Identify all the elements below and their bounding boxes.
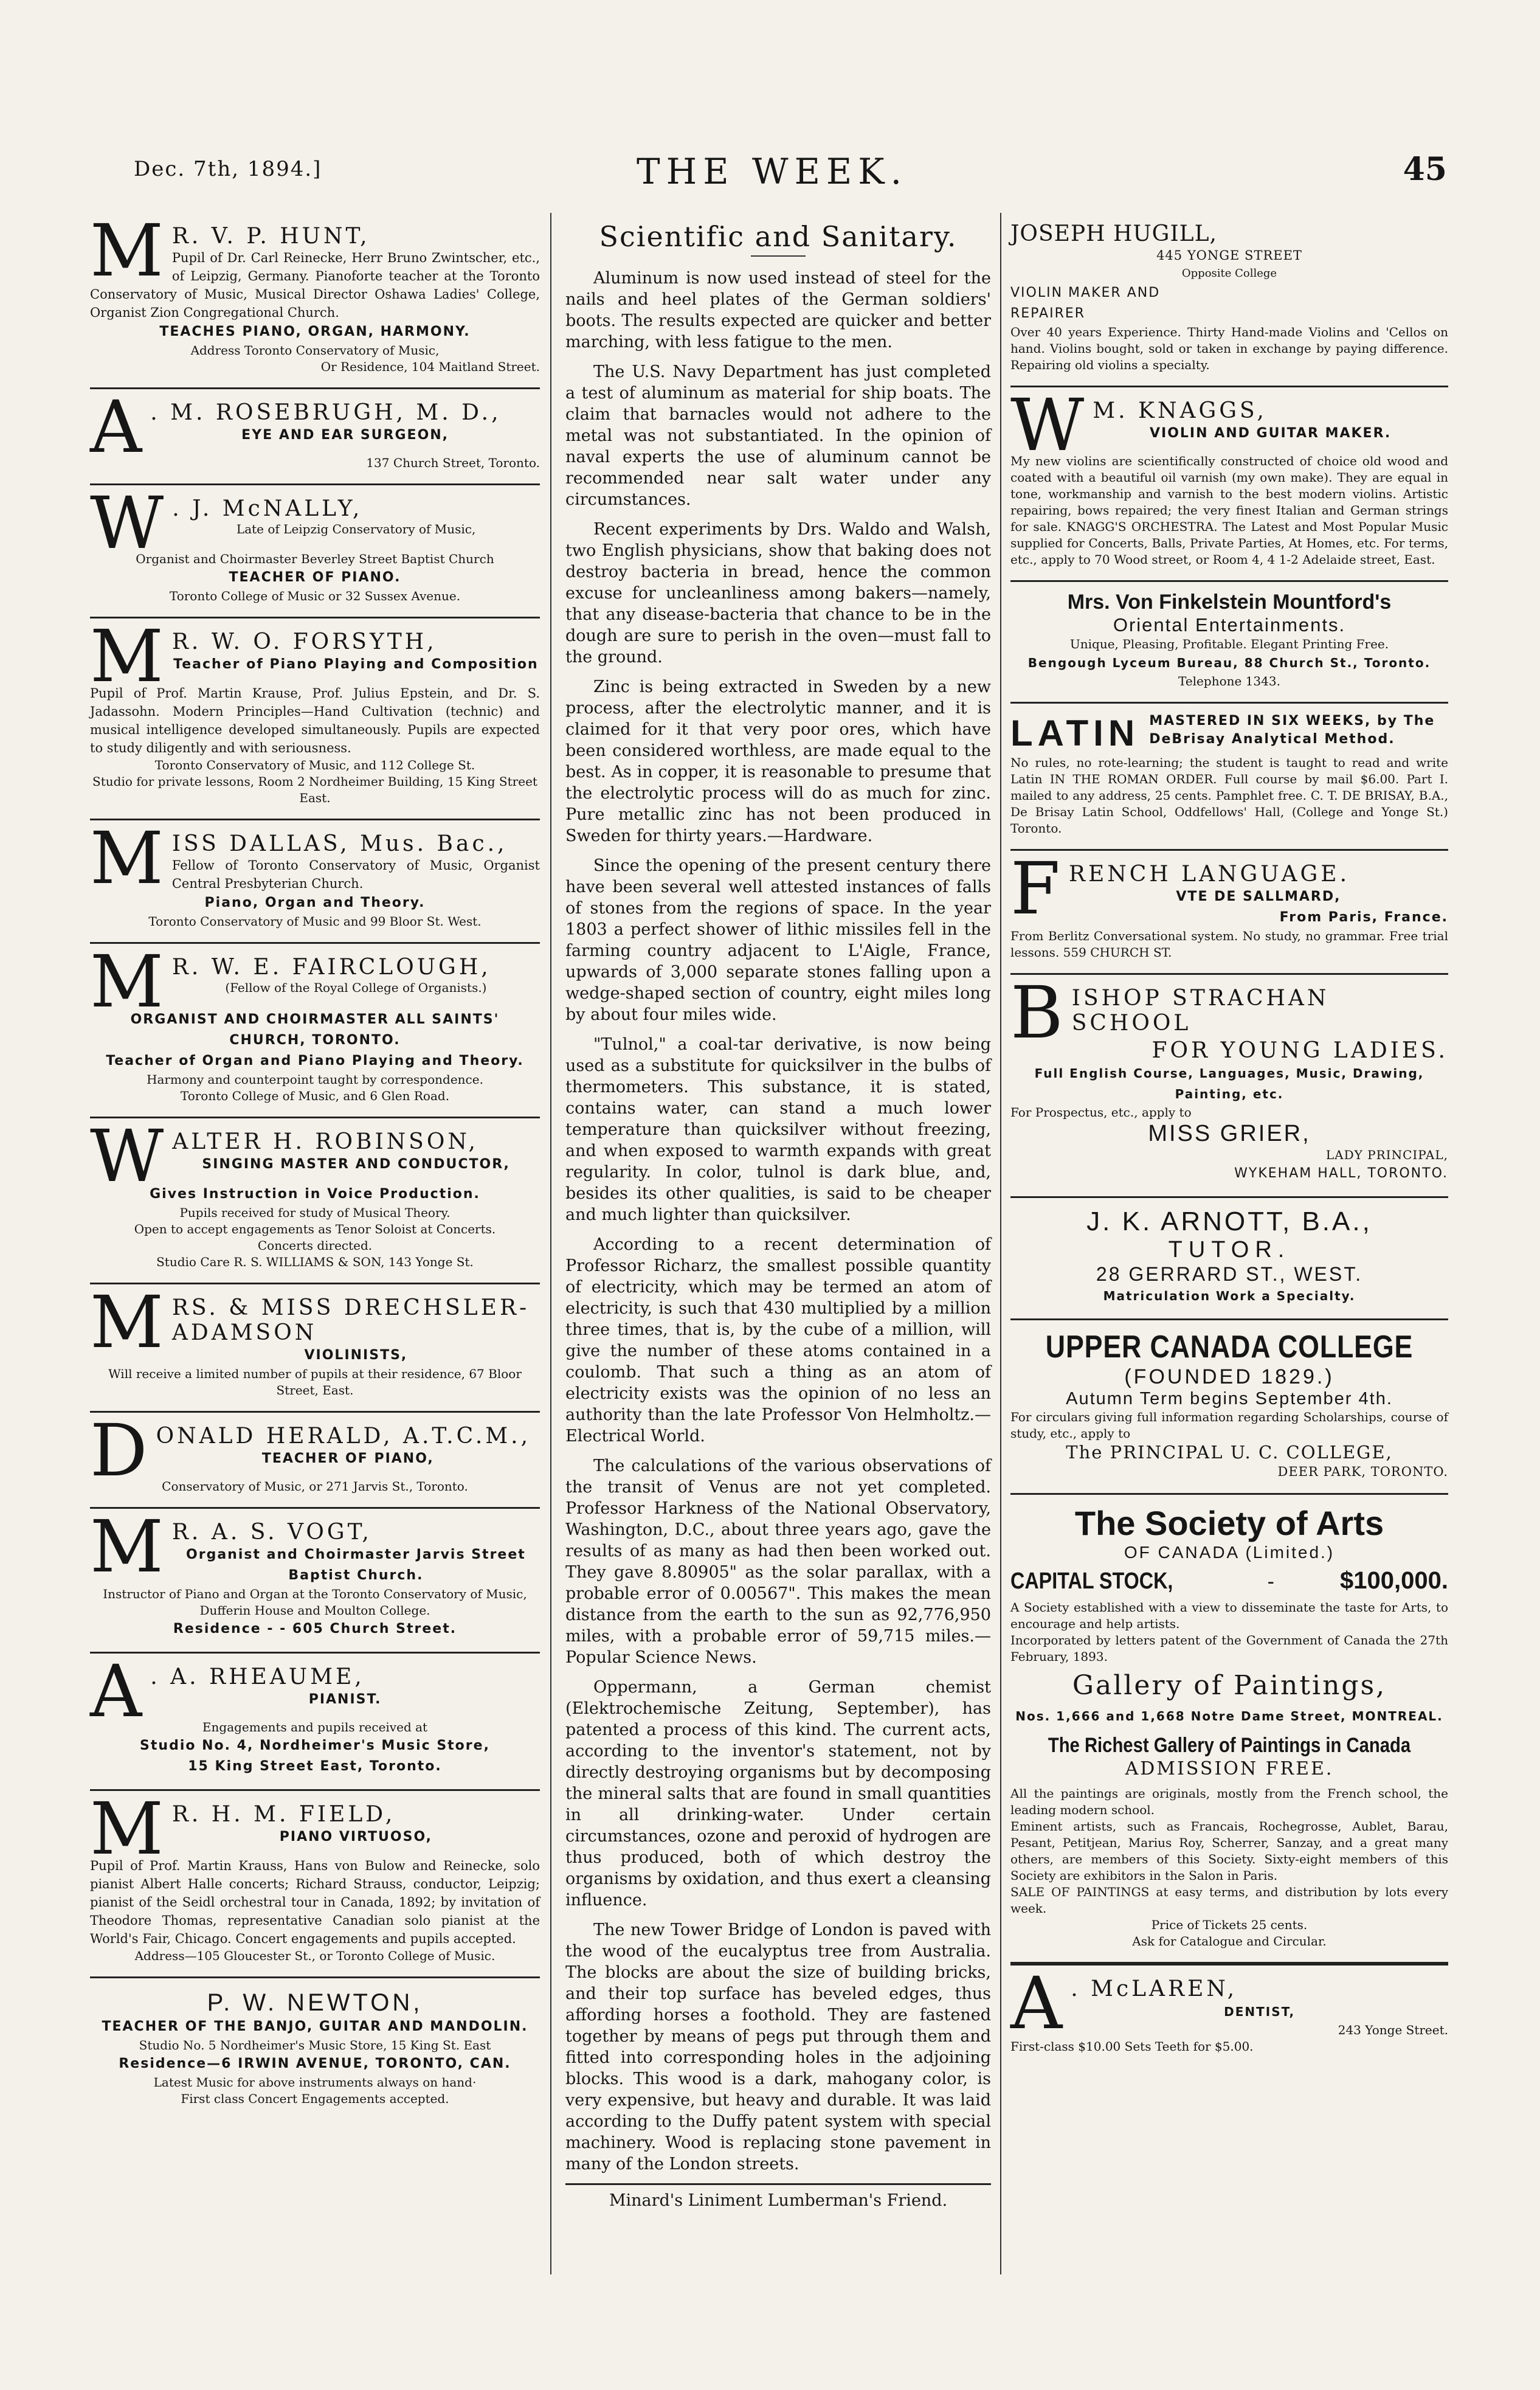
ad-body: Eminent artists, such as Francais, Rochegrosse, Aublet, Barau, Pesant, Petitjean, Marius Roy, Scherrer, Sanzay, and a great many others, are members of this Society. Sixty-eight members of this Society are exhibitors in the Salon in Paris. — [1010, 1819, 1448, 1883]
drop-cap: M — [90, 940, 164, 1024]
ad-richest: The Richest Gallery of Paintings in Canada — [1048, 1734, 1411, 1757]
article-paragraph: The calculations of the various observations of the transit of Venus are not yet completed. Professor Harkness of the National Observatory, Washington, D.C., about three years ago, gave the results of as many as had then been worked out. They gave 8.80905" as the solar parallax, with a probable error of 0.00567". This makes the mean distance from the earth to the sun as 92,776,950 miles, with a probable error of 59,715 miles.—Popular Science News. — [565, 1457, 991, 1667]
ad-arnott — [1010, 1198, 1448, 1320]
ad-trade: VIOLIN AND GUITAR MAKER. — [1150, 426, 1392, 441]
teacher-card — [90, 1787, 540, 1978]
teacher-cards-column — [90, 209, 540, 2119]
card-line: Toronto Conservatory of Music, and 112 College St. — [154, 758, 475, 772]
teacher-card — [90, 209, 540, 389]
masthead-title: THE WEEK. — [636, 151, 908, 192]
ad-founded: (FOUNDED 1829.) — [1124, 1365, 1335, 1388]
teacher-card — [90, 481, 540, 618]
ad-note: Opposite College — [1181, 267, 1277, 280]
card-line: Late of Leipzig Conservatory of Music, — [236, 522, 476, 536]
ad-line: Matriculation Work a Specialty. — [1103, 1289, 1356, 1303]
card-line: Open to accept engagements as Tenor Soloist at Concerts. — [134, 1222, 496, 1236]
teacher-card — [90, 940, 540, 1118]
ad-latin — [1010, 704, 1448, 851]
card-line: Teacher of Piano Playing and Composition — [173, 657, 539, 672]
ad-bishop-strachan — [1010, 971, 1448, 1198]
ad-french — [1010, 847, 1448, 975]
card-line: Toronto College of Music, and 6 Glen Road. — [180, 1089, 450, 1103]
ad-finkelstein — [1010, 582, 1448, 704]
card-line: Harmony and counterpoint taught by correspondence. — [147, 1072, 483, 1087]
ad-name: JOSEPH HUGILL, — [1010, 221, 1217, 246]
ad-address: 243 Yonge Street. — [1338, 2023, 1448, 2037]
card-line: Pupil of Prof. Martin Krauss, Hans von Bulow and Reinecke, solo pianist Albert Halle concerts; Richard Strauss, conductor, Leipzig; pianist of the Seidl orchestral tour in Canada, 1892; by invitation of Theodore Thomas, representative Canadian solo pianist at the World's Fair, Chicago. Concert engagements and pupils accepted. — [90, 1858, 540, 1946]
card-line: Address Toronto Conservatory of Music, — [190, 343, 440, 358]
ads-column — [1010, 213, 1448, 2067]
ad-body: SALE OF PAINTINGS at easy terms, and distribution by lots every week. — [1010, 1885, 1448, 1916]
article-paragraph: The new Tower Bridge of London is paved with the wood of the eucalyptus tree from Australia. The blocks are about the size of building bricks, and their top surface has beveled edges, thus affording horses a foothold. They are fastened together by means of pegs put through them and fitted into corresponding holes in the adjoining blocks. This wood is a dark, mahogany color, is very expensive, but heavy and durable. It was laid according to the Duffy patent system with special machinery. Wood is replacing stone pavement in many of the London streets. — [565, 1921, 991, 2174]
card-line: TEACHES PIANO, ORGAN, HARMONY. — [159, 324, 471, 339]
card-name: R. W. O. FORSYTH, — [171, 629, 437, 654]
teacher-card — [90, 385, 540, 485]
ad-hugill — [1010, 213, 1448, 387]
ad-head: MASTERED IN SIX WEEKS, by The DeBrisay Analytical Method. — [1149, 713, 1435, 747]
article-paragraph: "Tulnol," a coal-tar derivative, is now being used as a substitute for quicksilver in the bulbs of thermometers. This substance, it is stated, contains water, can stand a much lower temperature than quicksilver without freezing, and when exposed to warmth expands with great regularity. In color, tulnol is dark blue, and, besides its other qualities, is said to be cheaper and much lighter than quicksilver. — [565, 1035, 991, 1224]
ad-name: M. KNAGGS, — [1093, 398, 1267, 423]
article-column — [565, 213, 991, 2220]
teacher-card — [90, 1114, 540, 1284]
ad-name: ISHOP STRACHAN SCHOOL — [1071, 986, 1330, 1036]
card-line: SINGING MASTER AND CONDUCTOR, — [202, 1157, 510, 1172]
card-line: Organist and Choirmaster Beverley Street Baptist Church — [136, 552, 494, 566]
article-paragraph: According to a recent determination of Professor Richarz, the smallest possible quantity of electricity, which may be termed an atom of electricity, is such that 430 multiplied by a million three times, that is, by the cube of a million, will give the number of these atoms contained in a coulomb. That such a thing as an atom of electricity exists was the opinion of no less an authority than the late Professor Von Helmholtz.—Electrical World. — [565, 1235, 991, 1446]
page-header — [97, 151, 1447, 199]
ad-name: RENCH LANGUAGE. — [1068, 862, 1350, 887]
drop-cap: B — [1010, 971, 1063, 1055]
ad-line: Unique, Pleasing, Profitable. Elegant Printing Free. — [1069, 637, 1389, 651]
card-line: Pupil of Prof. Martin Krause, Prof. Julius Epstein, and Dr. S. Jadassohn. Modern Principles—Hand Cultivation (technic) and musical intelligence developed simultaneously. Pupils are expected to study diligently and with seriousness. — [90, 686, 540, 755]
card-name: . J. McNALLY, — [172, 496, 363, 521]
card-name: ONALD HERALD, A.T.C.M., — [156, 1424, 531, 1449]
capital-label: CAPITAL STOCK, — [1010, 1568, 1173, 1594]
card-name: RS. & MISS DRECHSLER-ADAMSON — [171, 1295, 530, 1345]
drop-cap: W — [1010, 383, 1085, 467]
card-line: Pupils received for study of Musical Theory. — [179, 1205, 451, 1220]
card-name: . M. ROSEBRUGH, M. D., — [150, 400, 502, 425]
ad-body: No rules, no rote-learning; the student is taught to read and write Latin IN THE ROMAN ORDER. Full course by mail $6.00. Part I. mailed to any address, 25 cents. Pamphlet free. C. T. DE BRISAY, B.A., De Brisay Latin School, Oddfellows' Hall, (College and Yonge St.) Toronto. — [1010, 755, 1448, 836]
drop-cap: M — [90, 816, 164, 900]
card-name: ALTER H. ROBINSON, — [172, 1129, 478, 1154]
drop-cap: M — [90, 1505, 164, 1588]
article-footer: Minard's Liniment Lumberman's Friend. — [565, 2183, 991, 2211]
ad-body: A Society established with a view to disseminate the taste for Arts, to encourage and help artists. — [1010, 1600, 1448, 1631]
ad-name: UPPER CANADA COLLEGE — [1045, 1329, 1414, 1365]
ad-body: Incorporated by letters patent of the Government of Canada the 27th February, 1893. — [1010, 1633, 1448, 1664]
capital-dash: - — [1267, 1570, 1274, 1593]
ad-title: DENTIST, — [1224, 2004, 1296, 2019]
ad-word: LATIN — [1010, 713, 1140, 753]
ad-line: Bengough Lyceum Bureau, 88 Church St., Toronto. — [1027, 656, 1431, 670]
ad-address: 445 YONGE STREET — [1156, 248, 1302, 263]
card-line: Organist and Choirmaster Jarvis Street Baptist Church. — [186, 1547, 526, 1583]
drop-cap: F — [1010, 847, 1060, 930]
card-line: Gives Instruction in Voice Production. — [150, 1186, 480, 1202]
ad-line: VTE DE SALLMARD, — [1176, 889, 1341, 904]
card-line: Concerts directed. — [257, 1238, 373, 1253]
ad-name: The Society of Arts — [1074, 1504, 1384, 1542]
article-paragraph: Aluminum is now used instead of steel for the nails and heel plates of the German soldiers' boots. The results expected are quicker and better marching, with less fatigue to the men. — [565, 269, 991, 352]
drop-cap: M — [90, 1787, 164, 1871]
card-line: Will receive a limited number of pupils at their residence, 67 Bloor Street, East. — [108, 1366, 522, 1398]
drop-cap: M — [90, 209, 164, 293]
column-rule — [1000, 213, 1001, 2274]
card-line: EYE AND EAR SURGEON, — [241, 428, 449, 443]
drop-cap: A — [90, 385, 142, 469]
drop-cap: A — [90, 1649, 142, 1733]
ad-contact: MISS GRIER, — [1148, 1121, 1311, 1146]
ad-body: Over 40 years Experience. Thirty Hand-made Violins and 'Cellos on hand. Violins bought, sold or taken in exchange by paying difference. Repairing old violins a specialty. — [1010, 325, 1448, 372]
card-line: Residence - - 605 Church Street. — [173, 1621, 457, 1637]
card-line: Toronto Conservatory of Music and 99 Bloor St. West. — [148, 914, 482, 929]
card-name: . A. RHEAUME, — [150, 1664, 365, 1689]
card-line: TEACHER OF PIANO. — [229, 570, 401, 585]
ad-tutor: TUTOR. — [1168, 1237, 1291, 1263]
card-name: P. W. NEWTON, — [207, 1989, 423, 2016]
card-line: Instructor of Piano and Organ at the Toronto Conservatory of Music, Dufferin House and Moulton College. — [103, 1587, 527, 1618]
ad-body: My new violins are scientifically constructed of choice old wood and coated with a beautiful oil varnish (my own make). They are equal in tone, workmanship and varnish to the best modern violins. Artistic repairing, bows repaired; the very finest Italian and German strings for sale. KNAGG'S ORCHESTRA. The Latest and Most Popular Music supplied for Concerts, Balls, Private Parties, At Homes, etc. For terms, etc., apply to 70 Wood street, or Room 4, 4 1-2 Adelaide street, East. — [1010, 454, 1448, 567]
ad-body: From Berlitz Conversational system. No study, no grammar. Free trial lessons. 559 CHURCH ST. — [1010, 929, 1448, 960]
ad-body: Ask for Catalogue and Circular. — [1132, 1934, 1327, 1948]
ad-society-of-arts — [1010, 1495, 1448, 1964]
card-line: Teacher of Organ and Piano Playing and Theory. — [106, 1053, 524, 1069]
card-line: TEACHER OF PIANO, — [261, 1451, 434, 1466]
teacher-card — [90, 614, 540, 820]
title-rule — [751, 255, 806, 257]
drop-cap: M — [90, 614, 164, 698]
ad-body: Price of Tickets 25 cents. — [1151, 1917, 1308, 1932]
page-number: 45 — [1403, 151, 1447, 188]
card-line: VIOLINISTS, — [304, 1348, 408, 1363]
card-line: Pupil of Dr. Carl Reinecke, Herr Bruno Zwintscher, etc., of Leipzig, Germany. Pianoforte teacher at the Toronto Conservatory of Music, Musical Director Oshawa Ladies' College, Organist Zion Congregational Church. — [90, 251, 540, 320]
card-line: PIANIST. — [308, 1692, 382, 1707]
card-line: PIANO VIRTUOSO, — [279, 1829, 433, 1844]
column-rule — [550, 213, 551, 2274]
drop-cap: A — [1010, 1961, 1063, 2045]
ad-line: LADY PRINCIPAL, — [1325, 1148, 1448, 1162]
card-line: Address—105 Gloucester St., or Toronto College of Music. — [134, 1948, 495, 1963]
card-line: Engagements and pupils received at — [202, 1720, 428, 1734]
card-line: Latest Music for above instruments always on hand· — [153, 2075, 477, 2090]
capital-amount: $100,000. — [1340, 1567, 1448, 1594]
card-line: Residence—6 IRWIN AVENUE, TORONTO, CAN. — [119, 2056, 511, 2071]
drop-cap: W — [90, 1114, 164, 1198]
drop-cap: D — [90, 1408, 148, 1492]
card-line: ORGANIST AND CHOIRMASTER ALL SAINTS' CHURCH, TORONTO. — [130, 1012, 500, 1048]
card-line: Conservatory of Music, or 271 Jarvis St., Toronto. — [162, 1479, 468, 1494]
card-line: Studio for private lessons, Room 2 Nordheimer Building, 15 King Street East. — [92, 774, 537, 805]
ad-principal: The PRINCIPAL U. C. COLLEGE, — [1066, 1442, 1393, 1463]
teacher-card — [90, 816, 540, 944]
ad-title: Oriental Entertainments. — [1113, 614, 1346, 636]
card-line: Studio No. 5 Nordheimer's Music Store, 15 King St. East — [139, 2038, 491, 2052]
ad-address: 28 GERRARD ST., WEST. — [1096, 1263, 1363, 1285]
ad-mclaren — [1010, 1961, 1448, 2067]
issue-date: Dec. 7th, 1894.] — [134, 157, 322, 181]
card-line: Toronto College of Music or 32 Sussex Avenue. — [169, 589, 461, 603]
article-title: Scientific and Sanitary. — [599, 220, 958, 253]
card-name: R. W. E. FAIRCLOUGH, — [171, 955, 491, 980]
article-paragraph: Oppermann, a German chemist (Elektrochemische Zeitung, September), has patented a process of this kind. The current acts, according to the inventor's statement, not by directly destroying organisms but by decomposing the mineral salts that are found in small quantities in all drinking-water. Under certain circumstances, ozone and peroxid of hydrogen are thus produced, both of which destroy the organisms by oxidation, and thus exert a cleansing influence. — [565, 1678, 991, 1910]
teacher-card — [90, 1505, 540, 1654]
ad-name: J. K. ARNOTT, B.A., — [1086, 1207, 1372, 1236]
card-line: Or Residence, 104 Maitland Street. — [320, 359, 540, 374]
ad-line: From Paris, France. — [1279, 910, 1448, 925]
ad-line: Full English Course, Languages, Music, Drawing, Painting, etc. — [1034, 1066, 1424, 1101]
ad-sub: OF CANADA (Limited.) — [1124, 1543, 1335, 1562]
card-name: ISS DALLAS, Mus. Bac., — [171, 831, 508, 856]
ad-body: For circulars giving full information regarding Scholarships, course of study, etc., apply to — [1010, 1410, 1448, 1441]
card-line: (Fellow of the Royal College of Organists.) — [225, 980, 487, 995]
ad-place: DEER PARK, TORONTO. — [1277, 1464, 1448, 1479]
ad-gallery: Gallery of Paintings, — [1072, 1670, 1387, 1701]
ad-body: All the paintings are originals, mostly from the French school, the leading modern school. — [1010, 1786, 1448, 1817]
card-line: Fellow of Toronto Conservatory of Music, Organist Central Presbyterian Church. — [171, 858, 540, 891]
ad-ucc — [1010, 1320, 1448, 1495]
card-line: 137 Church Street, Toronto. — [366, 455, 540, 470]
card-line: First class Concert Engagements accepted. — [181, 2091, 449, 2106]
card-name: R. V. P. HUNT, — [171, 224, 370, 249]
drop-cap: W — [90, 481, 164, 565]
card-line: 15 King Street East, Toronto. — [188, 1759, 442, 1774]
ad-admission: ADMISSION FREE. — [1125, 1758, 1334, 1779]
teacher-card — [90, 1649, 540, 1791]
ad-trade: VIOLIN MAKER AND REPAIRER — [1010, 285, 1161, 321]
article-paragraph: Since the opening of the present century there have been several well attested instances of falls of stones from the regions of space. In the year 1803 a perfect shower of lithic missiles fell in the farming country adjacent to L'Aigle, France, upwards of 3,000 separate stones falling upon a wedge-shaped section of country, eight miles long by about four miles wide. — [565, 856, 991, 1024]
ad-line: First-class $10.00 Sets Teeth for $5.00. — [1010, 2039, 1254, 2054]
card-line: Piano, Organ and Theory. — [204, 895, 426, 910]
article-paragraph: Recent experiments by Drs. Waldo and Walsh, two English physicians, show that baking does not destroy bacteria in bread, hence the common excuse for uncleanliness among bakers—namely, that any disease-bacteria that chance to be in the dough are sure to perish in the oven—must fall to the ground. — [565, 520, 991, 667]
card-line: Studio No. 4, Nordheimer's Music Store, — [140, 1738, 490, 1753]
drop-cap: M — [90, 1280, 164, 1364]
card-line: TEACHER OF THE BANJO, GUITAR AND MANDOLIN. — [102, 2019, 528, 2034]
ad-line: For Prospectus, etc., apply to — [1010, 1105, 1192, 1120]
teacher-card — [90, 1280, 540, 1413]
card-name: R. H. M. FIELD, — [171, 1802, 396, 1827]
ad-name-2: FOR YOUNG LADIES. — [1152, 1038, 1448, 1063]
ad-name: . McLAREN, — [1071, 1976, 1238, 2001]
article-paragraph: Zinc is being extracted in Sweden by a new process, after the electrolytic manner, and it is claimed for it that very poor ores, which have been considered worthless, are made equal to the best. As in copper, it is reasonable to presume that the electrolytic process will do as much for zinc. Pure metallic zinc has not been produced in Sweden for thirty years.—Hardware. — [565, 677, 991, 845]
article-body — [565, 268, 991, 2175]
ad-line: WYKEHAM HALL, TORONTO. — [1234, 1166, 1448, 1181]
ad-knaggs — [1010, 383, 1448, 582]
ad-name: Mrs. Von Finkelstein Mountford's — [1067, 591, 1392, 614]
teacher-card — [90, 1978, 540, 2119]
ad-line: Telephone 1343. — [1178, 674, 1280, 688]
ad-line: Nos. 1,666 and 1,668 Notre Dame Street, MONTREAL. — [1015, 1709, 1443, 1723]
card-line: Studio Care R. S. WILLIAMS & SON, 143 Yonge St. — [156, 1255, 474, 1269]
ad-term: Autumn Term begins September 4th. — [1066, 1389, 1393, 1408]
teacher-card — [90, 1408, 540, 1509]
card-name: R. A. S. VOGT, — [171, 1520, 372, 1545]
article-paragraph: The U.S. Navy Department has just completed a test of aluminum as material for ship boats. The claim that barnacles would not adhere to the metal was not substantiated. In the opinion of naval experts the use of aluminum cannot be recommended near salt water under any circumstances. — [565, 362, 991, 509]
